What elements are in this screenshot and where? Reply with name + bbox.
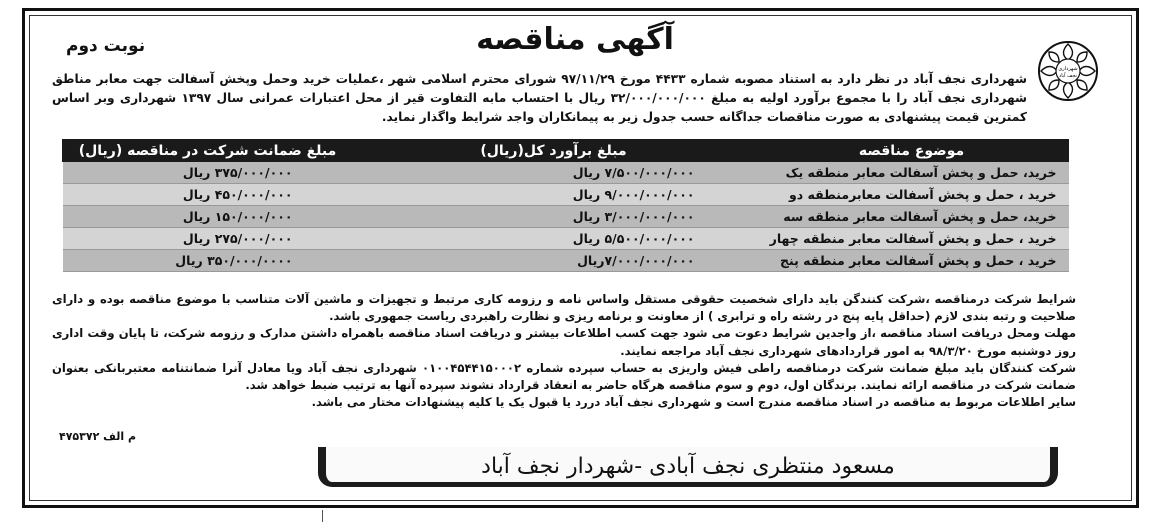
municipality-logo xyxy=(1037,40,1099,102)
table-row xyxy=(63,206,1069,228)
row-subject: خرید ، حمل و پخش آسفالت معابرمنطقه دو xyxy=(755,184,1069,206)
header-subject: موضوع مناقصه xyxy=(755,140,1069,162)
signature-bar: مسعود منتظری نجف آبادی -شهردار نجف آباد xyxy=(318,447,1058,487)
row-guarantee: ۳۵۰/۰۰۰/۰۰۰۰ ریال xyxy=(63,250,353,272)
row-subject: خرید ، حمل و پخش آسفالت معابر منطقه چهار xyxy=(755,228,1069,250)
table-row xyxy=(63,250,1069,272)
row-guarantee: ۲۷۵/۰۰۰/۰۰۰ ریال xyxy=(63,228,353,250)
condition-guarantee: شرکت کنندگان باید مبلغ ضمانت شرکت درمناقصه راطی فیش واریزی به حساب سپرده شماره ۰۱۰۰۴۵۴۴۱۵۰۰۰۲ شهرداری نجف آباد ویا معادل آنرا ضمانتنامه معتبربانکی بعنوان ضمانت شرکت در مناقصه ارائه نمایند. برندگان اول، دوم و سوم مناقصه هرگاه حاضر به انعقاد قرارداد نشوند سپرده آنها به ترتیب ضبط خواهد شد. xyxy=(52,360,1077,393)
bottom-divider xyxy=(0,510,323,522)
row-guarantee: ۴۵۰/۰۰۰/۰۰۰ ریال xyxy=(63,184,353,206)
publication-round: نوبت دوم xyxy=(66,36,146,56)
condition-other: سایر اطلاعات مربوط به مناقصه در اسناد مناقصه مندرج است و شهرداری نجف آباد دررد یا قبول یک یا کلیه پیشنهادات مختار می باشد. xyxy=(311,395,1076,410)
condition-eligibility: شرایط شرکت درمناقصه ،شرکت کنندگن باید دارای شخصیت حقوقی مستقل واساس نامه و رزومه کاری مرتبط و تجهیزات و ماشین آلات متناسب با موضوع مناقصه بوده و دارای صلاحیت و رتبه بندی لازم (حداقل پایه پنج در رشته راه و ترابری ) از معاونت و برنامه ریزی و نظارت راهبردی ریاست جمهوری باشد. xyxy=(52,292,1076,324)
row-amount: ۹/۰۰۰/۰۰۰/۰۰۰ ریال xyxy=(353,184,755,206)
row-amount: ۷/۰۰۰/۰۰۰/۰۰۰ریال xyxy=(353,250,755,272)
page-title: آگهی مناقصه xyxy=(476,22,674,57)
row-guarantee: ۱۵۰/۰۰۰/۰۰۰ ریال xyxy=(63,206,353,228)
header-amount: مبلغ برآورد کل(ریال) xyxy=(353,140,755,162)
row-guarantee: ۳۷۵/۰۰۰/۰۰۰ ریال xyxy=(63,162,353,184)
reference-number: م الف ۴۷۵۳۷۲ xyxy=(59,430,137,443)
intro-paragraph: شهرداری نجف آباد در نظر دارد به استناد مصوبه شماره ۴۴۳۳ مورخ ۹۷/۱۱/۲۹ شورای محترم اسلامی شهر ،عملیات خرید وحمل وپخش آسفالت جهت معابر مناطق شهرداری نجف آباد را با مجموع برآورد اولیه به مبلغ ۳۲/۰۰۰/۰۰۰/۰۰۰ ریال با احتساب مابه التفاوت قیر از محل اعتبارات عمرانی سال ۱۳۹۷ شهرداری وبر اساس کمترین قیمت پیشنهادی به صورت مناقصات جداگانه حسب جدول زیر به پیمانکاران واجد شرایط واگذار نماید. xyxy=(52,72,1027,124)
tender-table xyxy=(62,139,1069,272)
svg-text:نجف آباد: نجف آباد xyxy=(1059,73,1077,79)
table-row xyxy=(63,184,1069,206)
row-subject: خرید ، حمل و پخش آسفالت معابر منطقه پنج xyxy=(755,250,1069,272)
table-header-row xyxy=(63,140,1069,162)
header-guarantee: مبلغ ضمانت شرکت در مناقصه (ریال) xyxy=(63,140,353,162)
table-row xyxy=(63,228,1069,250)
svg-text:شهرداری: شهرداری xyxy=(1058,66,1078,72)
table-row xyxy=(63,162,1069,184)
row-subject: خرید، حمل و پخش آسفالت معابر منطقه سه xyxy=(755,206,1069,228)
row-amount: ۳/۰۰۰/۰۰۰/۰۰۰ ریال xyxy=(353,206,755,228)
condition-deadline: مهلت ومحل دریافت اسناد مناقصه ،از واجدین شرایط دعوت می شود جهت کسب اطلاعات بیشتر و دریافت اسناد مناقصه باهمراه داشتن مدارک و رزومه شرکت، تا پایان وقت اداری روز دوشنبه مورخ ۹۸/۳/۲۰ به امور قراردادهای شهرداری نجف آباد مراجعه نمایند. xyxy=(52,326,1076,358)
row-amount: ۷/۵۰۰/۰۰۰/۰۰۰ ریال xyxy=(353,162,755,184)
conditions-section xyxy=(52,291,1076,411)
row-subject: خرید، حمل و پخش آسفالت معابر منطقه یک xyxy=(755,162,1069,184)
row-amount: ۵/۵۰۰/۰۰۰/۰۰۰ ریال xyxy=(353,228,755,250)
